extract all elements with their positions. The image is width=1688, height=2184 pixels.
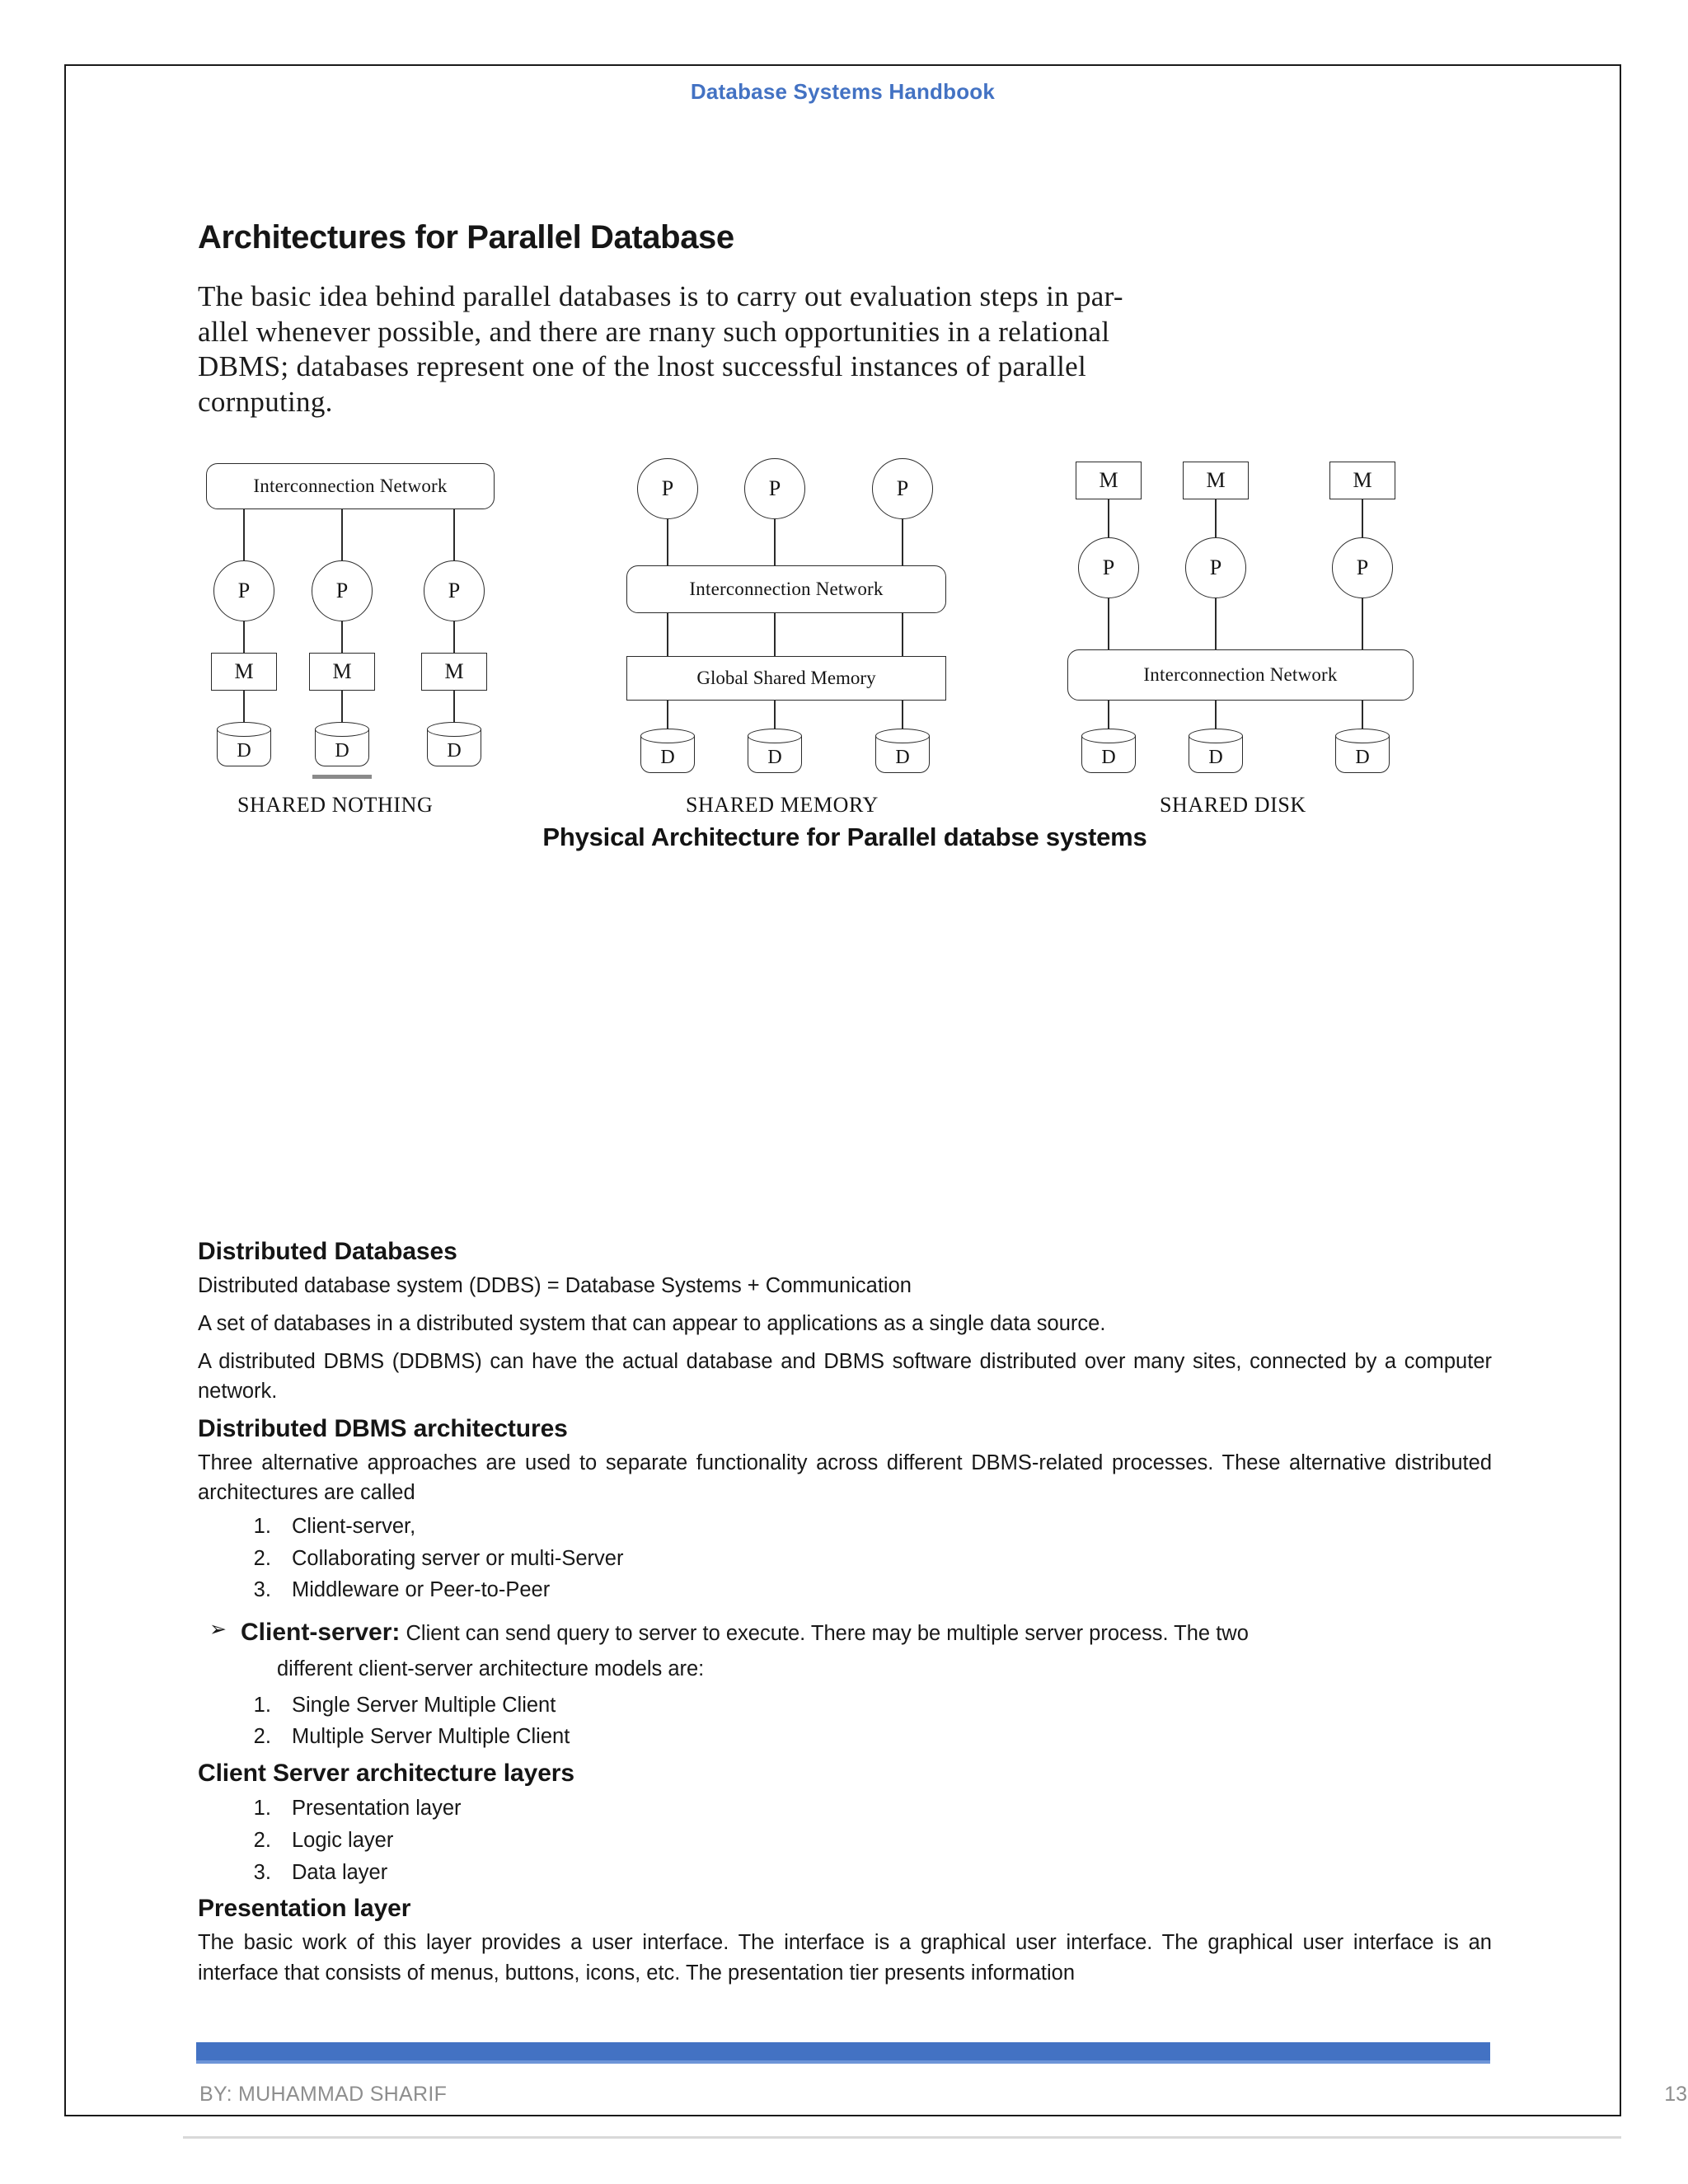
intro-paragraph-line-3: DBMS; databases represent one of the lnost successful instances of parallel bbox=[198, 350, 1087, 383]
processor-node: P bbox=[213, 560, 274, 621]
connector-line bbox=[453, 691, 455, 722]
footer-page-number: 13 bbox=[1664, 2083, 1687, 2106]
memory-node: M bbox=[211, 653, 277, 691]
memory-node: M bbox=[309, 653, 375, 691]
list-item: 2. Multiple Server Multiple Client bbox=[277, 1721, 1492, 1753]
client-server-layers-list bbox=[198, 1793, 1492, 1888]
list-item: 2. Collaborating server or multi-Server bbox=[277, 1543, 1492, 1575]
ddbms-architectures-intro: Three alternative approaches are used to separate functionality across different DBMS-related processes. These alternative distributed architectures are called bbox=[198, 1451, 1492, 1504]
memory-node: M bbox=[1329, 462, 1395, 499]
client-server-models-list bbox=[198, 1690, 1492, 1754]
disk-top bbox=[640, 729, 695, 743]
intro-paragraph-line-4: cornputing. bbox=[198, 386, 333, 419]
connector-line bbox=[902, 613, 903, 656]
connector-line bbox=[1215, 701, 1217, 729]
connector-line bbox=[341, 509, 343, 560]
page-bottom-shadow bbox=[183, 2136, 1621, 2139]
connector-line bbox=[1362, 701, 1363, 729]
disk-top bbox=[748, 729, 802, 743]
connector-line bbox=[1108, 499, 1109, 537]
connector-line bbox=[453, 621, 455, 653]
disk-node bbox=[217, 722, 271, 768]
processor-node: P bbox=[1078, 537, 1139, 598]
global-shared-memory-box: Global Shared Memory bbox=[626, 656, 946, 701]
connector-line bbox=[1108, 701, 1109, 729]
interconnection-network-box: Interconnection Network bbox=[206, 463, 495, 509]
disk-node bbox=[1189, 729, 1243, 775]
distributed-databases-line-2: A set of databases in a distributed system that can appear to applications as a single data source. bbox=[198, 1311, 1106, 1335]
disk-top bbox=[875, 729, 930, 743]
disk-node bbox=[315, 722, 369, 768]
list-item: 3. Middleware or Peer-to-Peer bbox=[277, 1574, 1492, 1606]
connector-line bbox=[243, 509, 245, 560]
heading-ddbms-architectures: Distributed DBMS architectures bbox=[198, 1414, 568, 1442]
disk-label: D bbox=[767, 746, 782, 768]
client-server-lead: Client-server: bbox=[241, 1619, 401, 1647]
page-content bbox=[198, 219, 1492, 1996]
disk-label: D bbox=[660, 746, 675, 768]
connector-line bbox=[667, 519, 668, 565]
processor-node: P bbox=[872, 458, 933, 519]
processor-node: P bbox=[744, 458, 805, 519]
distributed-databases-line-1: Distributed database system (DDBS) = Database Systems + Communication bbox=[198, 1273, 912, 1297]
processor-node: P bbox=[312, 560, 373, 621]
disk-label: D bbox=[237, 739, 251, 762]
disk-label: D bbox=[1355, 746, 1370, 768]
heading-client-server-layers: Client Server architecture layers bbox=[198, 1760, 574, 1788]
interconnection-network-box: Interconnection Network bbox=[626, 565, 946, 613]
disk-label: D bbox=[895, 746, 910, 768]
diagram-column-shared-memory bbox=[626, 453, 1022, 817]
running-header-title: Database Systems Handbook bbox=[690, 79, 996, 104]
connector-line bbox=[453, 509, 455, 560]
disk-node bbox=[1335, 729, 1390, 775]
diagram-column-shared-nothing bbox=[206, 453, 577, 817]
disk-top bbox=[217, 722, 271, 737]
memory-node: M bbox=[421, 653, 487, 691]
disk-node bbox=[875, 729, 930, 775]
footer-accent-bar-light bbox=[196, 2060, 1490, 2064]
presentation-layer-body: The basic work of this layer provides a user interface. The interface is a graphical user interface. The graphical user interface is an interface that consists of menus, buttons, icons, etc. The presentation tier presents information bbox=[198, 1931, 1492, 1985]
memory-node: M bbox=[1183, 462, 1249, 499]
arrow-bullet-icon: ➢ bbox=[209, 1618, 227, 1642]
heading-presentation-layer: Presentation layer bbox=[198, 1895, 411, 1923]
processor-node: P bbox=[637, 458, 698, 519]
disk-label: D bbox=[1208, 746, 1223, 768]
list-item: 1. Single Server Multiple Client bbox=[277, 1690, 1492, 1722]
list-item: 2. Logic layer bbox=[277, 1825, 1492, 1857]
parallel-architecture-diagram bbox=[198, 453, 1492, 851]
connector-line bbox=[667, 613, 668, 656]
ddbms-architectures-list bbox=[198, 1511, 1492, 1606]
disk-label: D bbox=[335, 739, 349, 762]
disk-top bbox=[1335, 729, 1390, 743]
connector-line bbox=[1108, 598, 1109, 649]
footer-accent-bar bbox=[196, 2042, 1490, 2060]
connector-line bbox=[341, 621, 343, 653]
connector-line bbox=[243, 691, 245, 722]
intro-paragraph bbox=[198, 279, 1471, 420]
connector-line bbox=[1215, 598, 1217, 649]
heading-distributed-databases: Distributed Databases bbox=[198, 1237, 457, 1265]
processor-node: P bbox=[1185, 537, 1246, 598]
diagram-title: Physical Architecture for Parallel databse systems bbox=[542, 822, 1147, 851]
connector-line bbox=[774, 613, 776, 656]
connector-line bbox=[667, 701, 668, 729]
disk-top bbox=[1189, 729, 1243, 743]
diagram-column-shared-disk bbox=[1067, 453, 1479, 817]
client-server-bullet-text bbox=[241, 1615, 1492, 1651]
diagram-caption-shared-disk: SHARED DISK bbox=[1160, 792, 1306, 817]
footer-author: BY: MUHAMMAD SHARIF bbox=[199, 2083, 448, 2106]
list-item: 1. Client-server, bbox=[277, 1511, 1492, 1543]
connector-line bbox=[1362, 598, 1363, 649]
list-item: 1. Presentation layer bbox=[277, 1793, 1492, 1825]
interconnection-network-box: Interconnection Network bbox=[1067, 649, 1414, 701]
disk-node bbox=[427, 722, 481, 768]
disk-node bbox=[1081, 729, 1136, 775]
memory-node: M bbox=[1076, 462, 1142, 499]
client-server-bullet bbox=[198, 1615, 1492, 1651]
connector-line bbox=[243, 621, 245, 653]
section-heading-architectures: Architectures for Parallel Database bbox=[198, 219, 734, 255]
intro-paragraph-line-2: allel whenever possible, and there are rnany such opportunities in a relational bbox=[198, 315, 1110, 348]
disk-underline bbox=[312, 775, 372, 779]
connector-line bbox=[1362, 499, 1363, 537]
distributed-databases-line-3: A distributed DBMS (DDBMS) can have the actual database and DBMS software distributed over many sites, connected by a computer network. bbox=[198, 1350, 1492, 1404]
disk-node bbox=[748, 729, 802, 775]
disk-label: D bbox=[447, 739, 462, 762]
diagram-caption-shared-memory: SHARED MEMORY bbox=[686, 792, 879, 817]
list-item: 3. Data layer bbox=[277, 1857, 1492, 1889]
intro-paragraph-line-1: The basic idea behind parallel databases is to carry out evaluation steps in par- bbox=[198, 280, 1123, 312]
processor-node: P bbox=[424, 560, 485, 621]
connector-line bbox=[341, 691, 343, 722]
diagram-caption-shared-nothing: SHARED NOTHING bbox=[237, 792, 434, 817]
disk-node bbox=[640, 729, 695, 775]
client-server-continuation: different client-server architecture models are: bbox=[277, 1657, 705, 1680]
disk-top bbox=[427, 722, 481, 737]
disk-top bbox=[1081, 729, 1136, 743]
prose-section bbox=[198, 1238, 1492, 1988]
connector-line bbox=[902, 519, 903, 565]
connector-line bbox=[774, 519, 776, 565]
disk-top bbox=[315, 722, 369, 737]
processor-node: P bbox=[1332, 537, 1393, 598]
connector-line bbox=[774, 701, 776, 729]
connector-line bbox=[902, 701, 903, 729]
connector-line bbox=[1215, 499, 1217, 537]
client-server-description: Client can send query to server to execute. There may be multiple server process. The two bbox=[406, 1622, 1249, 1646]
disk-label: D bbox=[1101, 746, 1116, 768]
